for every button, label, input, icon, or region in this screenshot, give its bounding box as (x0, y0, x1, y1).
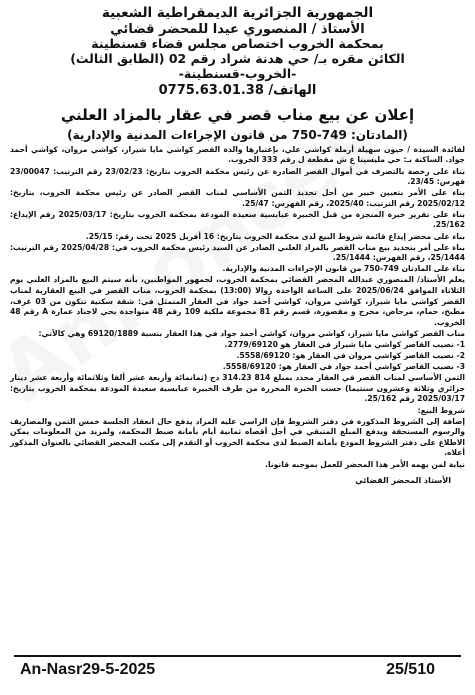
paragraph: بناء على المادتان 749-750 من قانون الإجراءات المدنية والإدارية. (222, 264, 465, 274)
paragraph: بناء على أمر بتحديد بيع مناب القصر بالمزاد العلني الصادر عن السيد رئيس محكمة الخروب في: 2025/04/28 رقم الترتيب: 25/1444، رقم الفهرس: 25/1444. (10, 242, 465, 263)
paragraph: بناء على رخصة بالتصرف في أموال القصر الصادرة عن رئيس محكمة الخروب بتاريخ: 23/02/23 رقم الترتيب: 23/00047 فهرس: 23/45. (10, 166, 465, 187)
notice-body (10, 145, 465, 470)
paragraph: بناء على تقرير خبرة المنجزة من قبل الخبيرة عبابسية سعيدة المودعة بمحكمة الخروب بتاريخ: 2025/03/17 رقم الإيداع: 25/162. (10, 209, 465, 230)
paragraph: شروط البيع: (417, 405, 465, 415)
notice-header (10, 6, 465, 98)
republic-title: الجمهورية الجزائرية الديمقراطية الشعبية (101, 5, 374, 21)
signature: الأستاذ المحضر القضائي (355, 476, 451, 486)
bailiff-name: الأستاذ / المنصوري عيدا للمحضر قضائي (110, 21, 365, 37)
paragraph: يعلم الأستاذ/ المنصوري عبدالله المحضر القضائي بمحكمة الخروب، لجمهور المواطنين، بأنه سيتم البيع بالمزاد العلني يوم الثلاثاء الموافق 2025/06/24 على الساعة الواحدة زوالا (13:00) بمحكمة الخروب، مناب القصر في البيع العقارية لمناب القصر كواشي مايا شيراز، كواشي مروان، كواشي أحمد جواد في العقار المتمثل في: شقة سكنية تتكون من 03 غرف، مطبخ، حمام، مرحاض، مخرج و مقصورة، قسم رقم 81 مجموعة ملكية 109 رقم 48 متواجدة بحي لاجناد عمارة A رقم 48 الخروب. (10, 275, 465, 327)
paragraph: 3- نصيب القاصر كواشي أحمد جواد في العقار هو: 5558/69120. (222, 362, 465, 372)
paragraph: لفائدة السيدة / حيون سهيلة أرملة كواشي علي، بإعتبارها والدة القصر كواشي مايا شيراز، كواشي مروان، كواشي أحمد جواد. الساكنة بـ: حي مليسيتا ع ش مقطعة ل رقم 333 الخروب. (10, 144, 465, 165)
notice-title: إعلان عن بيع مناب قصر في عقار بالمزاد العلني (60, 105, 415, 124)
publication-reference: An-Nasr29-5-2025 (20, 661, 156, 678)
office-city: -الخروب-قسنطينة- (178, 65, 297, 81)
paragraph: مناب القصر كواشي مايا شيراز، كواشي مروان، كواشي أحمد جواد في هذا العقار بنسبة 69120/1889 وهي كالآتي: (38, 328, 465, 338)
paragraph: إضافة إلى الشروط المذكورة في دفتر الشروط فإن الراسي عليه المزاد يدفع حال انعقاد الجلسة خمس الثمن والمصاريف والرسوم المستحقة ويدفع المبلغ المتبقي في أجل أقصاه ثمانية أيام بأمانة ضبط المحكمة، ولمزيد من المعلومات يمكن الاطلاع على دفتر الشروط المودع بأمانة الضبط لدى محكمة الخروب أو التقدم إلى مكتب المحضر القضائي بالعنوان المذكور أعلاه. (10, 416, 465, 458)
paragraph: بناء على الأمر بتعيين خبير من أجل تحديد الثمن الأساسي لمناب القصر الصادر عن رئيس محكمة الخروب، بتاريخ: 2025/02/12 رقم الترتيب: 2025/40، رقم الفهرس: 25/47. (10, 188, 465, 208)
notice-subtitle: (المادتان: 749-750 من قانون الإجراءات المدنية والإدارية) (67, 127, 408, 142)
office-address: الكائن مقره بـ/ حي هدنة شراد رقم 02 (الطابق الثالث) (70, 51, 405, 66)
paragraph: الثمن الأساسي لمناب القصر في العقار محدد بمبلغ 814 314.23 دج (ثمانمائة وأربعة عشر ألفا وثلاثمائة وأربعة عشر دينار جزائري وثلاثة وعشرون سنتيما) حسب الخبرة المحررة من طرف الخبيرة عبابسية سعيدة المودعة بمحكمة الخروب بتاريخ: 2025/03/17 رقم 25/162. (10, 373, 465, 404)
court-jurisdiction: بمحكمة الخروب اختصاص مجلس قضاء قسنطينة (91, 36, 384, 52)
paragraph: بناء على محضر إيداع قائمة شروط البيع لدى محكمة الخروب بتاريخ: 16 أفريل 2025 تحت رقم: 25/15. (85, 231, 465, 241)
notice-number: 25/510 (386, 661, 435, 678)
newspaper-footer (14, 655, 461, 678)
paragraph: نيابة لمن يهمه الأمر هذا المحضر للعمل بموجبه قانونا. (265, 459, 465, 469)
paragraph: 1- نصيب القاصر كواشي مايا شيراز في العقار هو 2779/69120. (224, 340, 465, 350)
paragraph: 2- نصيب القاصر كواشي مروان في العقار هو: 5558/69120. (236, 351, 465, 361)
office-phone: الهاتف/ 0775.63.01.38 (158, 82, 317, 98)
